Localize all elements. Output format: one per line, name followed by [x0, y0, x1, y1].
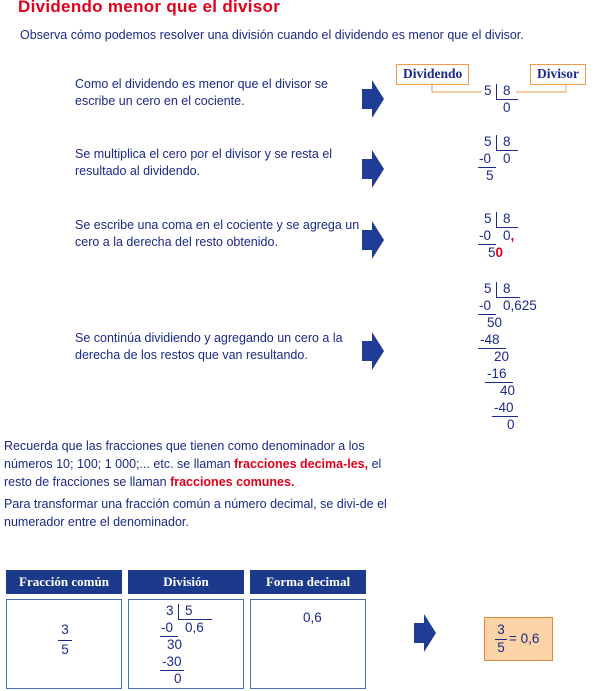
- div3-comma: ,: [510, 228, 515, 243]
- tdiv-dividend: 3: [166, 603, 174, 618]
- dividend-label: Dividendo: [396, 64, 469, 85]
- arrow-right-icon: [362, 150, 384, 188]
- div4-row: 20: [494, 349, 510, 364]
- tdiv-row: 0: [174, 671, 182, 686]
- term-common-fractions: fracciones comunes.: [170, 475, 295, 489]
- div3-dividend: 5: [484, 211, 492, 226]
- div4-row: -48: [480, 332, 500, 347]
- div1-divisor: 8: [503, 83, 511, 98]
- intro-text: Observa cómo podemos resolver una división cuando el dividendo es menor que el divisor.: [20, 28, 524, 42]
- tdiv-minus: -0: [161, 620, 174, 635]
- page-title: Dividendo menor que el divisor: [18, 0, 281, 16]
- div3-minus: -0: [479, 228, 492, 243]
- div4-row: 50: [487, 315, 503, 330]
- div3-rest-line: [488, 245, 503, 260]
- step-2-text: Se multiplica el cero por el divisor y se resta el resultado al dividendo.: [75, 147, 333, 178]
- cell-decimal: [250, 599, 366, 689]
- div2-divisor: 8: [503, 134, 511, 149]
- arrow-right-icon: [362, 221, 384, 259]
- term-decimal-fractions: fracciones decima-les,: [234, 457, 369, 471]
- fractions-note-a: Recuerda que las fracciones que tienen como denominador a los números 10; 100; 1 000;... etc. se llaman: [4, 439, 365, 471]
- divisor-label: Divisor: [530, 64, 586, 85]
- fraction-numerator: 3: [61, 622, 69, 637]
- div3-quotient-line: [503, 228, 514, 243]
- div2-dividend: 5: [484, 134, 492, 149]
- step-3-text: Se escribe una coma en el cociente y se agrega un cero a la derecha del resto obtenido.: [75, 218, 360, 249]
- step-1-text: Como el dividendo es menor que el divisor se escribe un cero en el cociente.: [75, 77, 328, 108]
- result-numerator: 3: [497, 622, 505, 637]
- div2-quotient: 0: [503, 151, 511, 166]
- cell-division: [128, 599, 244, 689]
- div3-divisor: 8: [503, 211, 511, 226]
- arrow-right-icon: [414, 614, 436, 652]
- arrow-right-icon: [362, 332, 384, 370]
- header-fraction: Fracción común: [6, 570, 122, 594]
- div2-rest: 5: [486, 168, 494, 183]
- div4-row: 40: [500, 383, 516, 398]
- tdiv-row: -30: [162, 654, 182, 669]
- decimal-value: 0,6: [303, 610, 322, 625]
- transform-note: Para transformar una fracción común a número decimal, se divi-de el numerador entre el denominador.: [4, 497, 387, 529]
- div3-rest-b: 0: [495, 245, 504, 260]
- header-decimal: Forma decimal: [250, 570, 366, 594]
- div2-minus: -0: [479, 151, 492, 166]
- div4-row: 0: [507, 417, 515, 432]
- result-box: [484, 617, 553, 661]
- div4-dividend: 5: [484, 281, 492, 296]
- div4-quotient: 0,625: [503, 298, 537, 313]
- label-connectors: [430, 84, 570, 96]
- div1-dividend: 5: [484, 83, 492, 98]
- fraction-denominator: 5: [61, 642, 69, 657]
- cell-fraction: [6, 599, 122, 689]
- step-4-text: Se continúa dividiendo y agregando un cero a la derecha de los restos que van resultando.: [75, 331, 343, 362]
- div4-row: -16: [487, 366, 507, 381]
- div4-row: -40: [494, 400, 514, 415]
- tdiv-row: 30: [167, 637, 183, 652]
- div1-quotient: 0: [503, 100, 511, 115]
- tdiv-quotient: 0,6: [185, 620, 204, 635]
- div3-rest-a: 5: [488, 245, 496, 260]
- fractions-note-c: el resto de fracciones se llaman: [4, 457, 382, 489]
- div4-divisor: 8: [503, 281, 511, 296]
- result-denominator: 5: [497, 640, 505, 655]
- div3-quotient: 0: [503, 228, 511, 243]
- header-division: División: [128, 570, 244, 594]
- result-equals: = 0,6: [509, 631, 540, 646]
- arrow-right-icon: [362, 80, 384, 118]
- fractions-note: [4, 437, 404, 491]
- div4-minus: -0: [479, 298, 492, 313]
- tdiv-divisor: 5: [185, 603, 193, 618]
